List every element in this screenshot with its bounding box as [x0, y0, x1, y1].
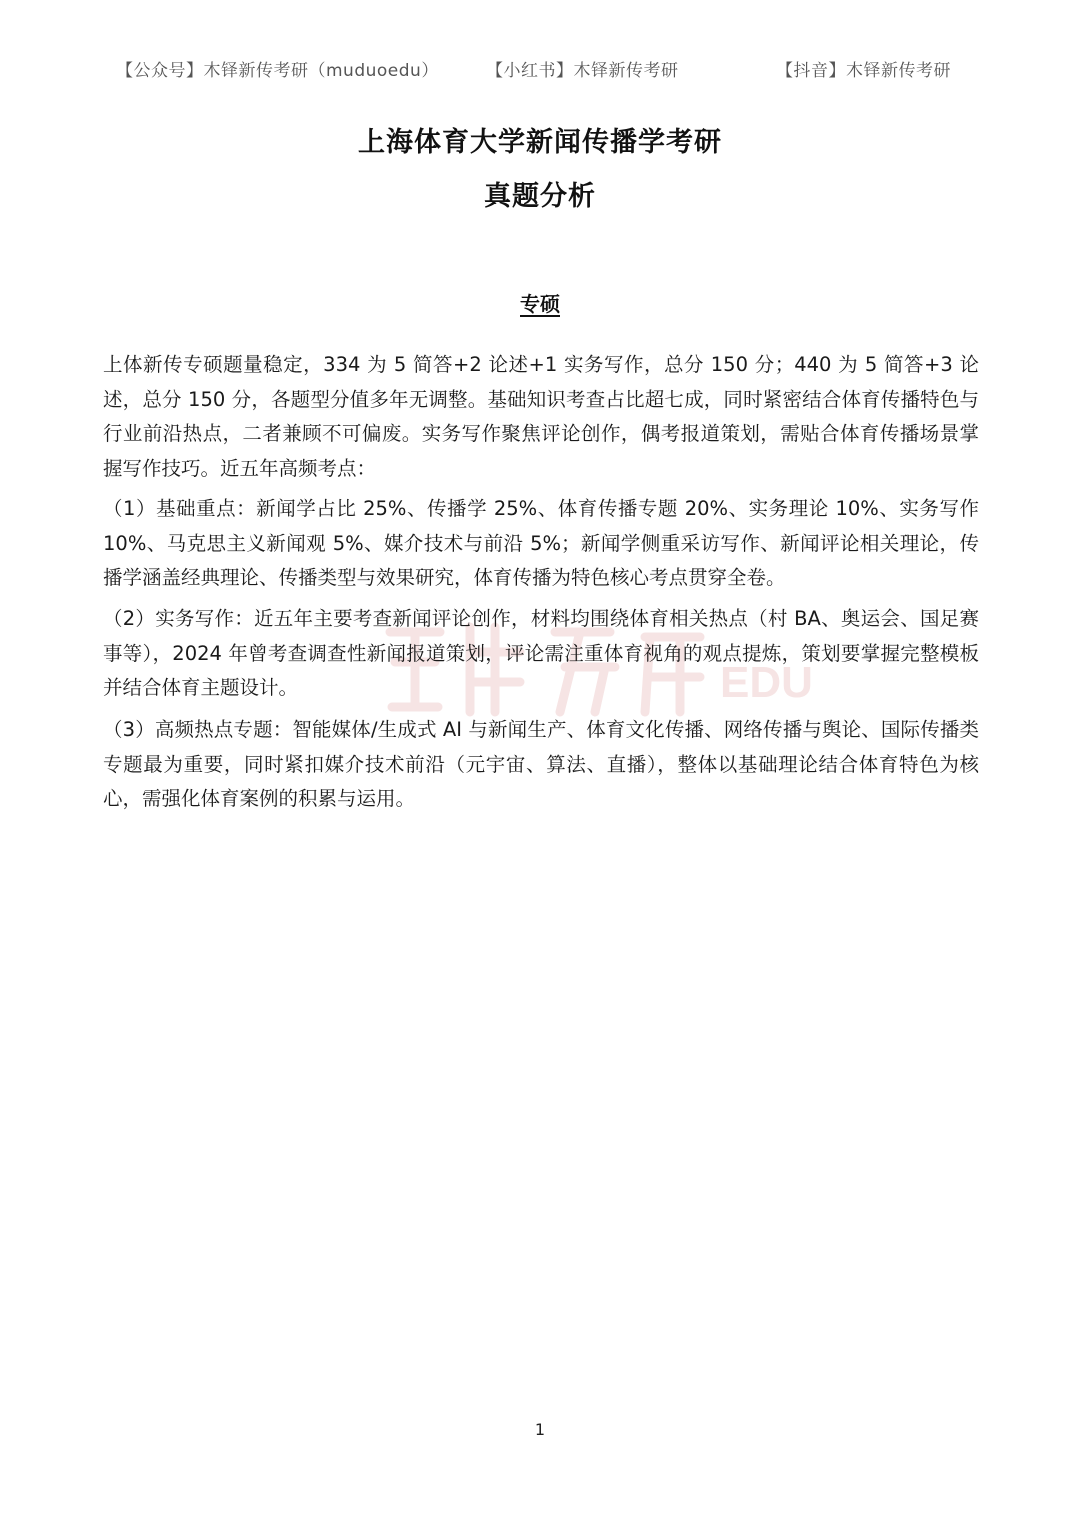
list-item: （3）高频热点专题：智能媒体/生成式 AI 与新闻生产、体育文化传播、网络传播与舆论、国际传播类专题最为重要，同时紧扣媒介技术前沿（元宇宙、算法、直播），整体以基础理论结合体育特色为核心，需强化体育案例的积累与运用。 — [103, 718, 979, 810]
list-item: （1）基础重点：新闻学占比 25%、传播学 25%、体育传播专题 20%、实务理论 10%、实务写作 10%、马克思主义新闻观 5%、媒介技术与前沿 5%；新闻学侧重采访写作、新闻评论相关理论，传播学涵盖经典理论、传播类型与效果研究，体育传播为特色核心考点贯穿全卷。 — [103, 497, 979, 589]
page-number: 1 — [534, 1420, 546, 1439]
watermark-text: EDU — [720, 658, 813, 707]
header-douyin-account: 【抖音】木铎新传考研 — [776, 61, 951, 81]
list-item: （2）实务写作：近五年主要考查新闻评论创作，材料均围绕体育相关热点（村 BA、奥运会、国足赛事等），2024 年曾考查调查性新闻报道策划，评论需注重体育视角的观点提炼，策划要掌握完整模板并结合体育主题设计。 — [103, 607, 979, 699]
page-header — [0, 56, 1080, 86]
section-heading — [0, 288, 1080, 317]
intro-paragraph: 上体新传专硕题量稳定，334 为 5 简答+2 论述+1 实务写作，总分 150 分；440 为 5 简答+3 论述，总分 150 分，各题型分值多年无调整。基础知识考查占比超七成，同时紧密结合体育传播特色与行业前沿热点，二者兼顾不可偏废。实务写作聚焦评论创作，偶考报道策划，需贴合体育传播场景掌握写作技巧。近五年高频考点： — [103, 353, 979, 480]
section-heading-label: 专硕 — [520, 292, 560, 316]
document-subtitle: 真题分析 — [484, 181, 596, 212]
header-xiaohongshu-account: 【小红书】木铎新传考研 — [486, 61, 679, 81]
header-wechat-account: 【公众号】木铎新传考研（muduoedu） — [116, 61, 439, 81]
document-title: 上海体育大学新闻传播学考研 — [358, 127, 722, 158]
